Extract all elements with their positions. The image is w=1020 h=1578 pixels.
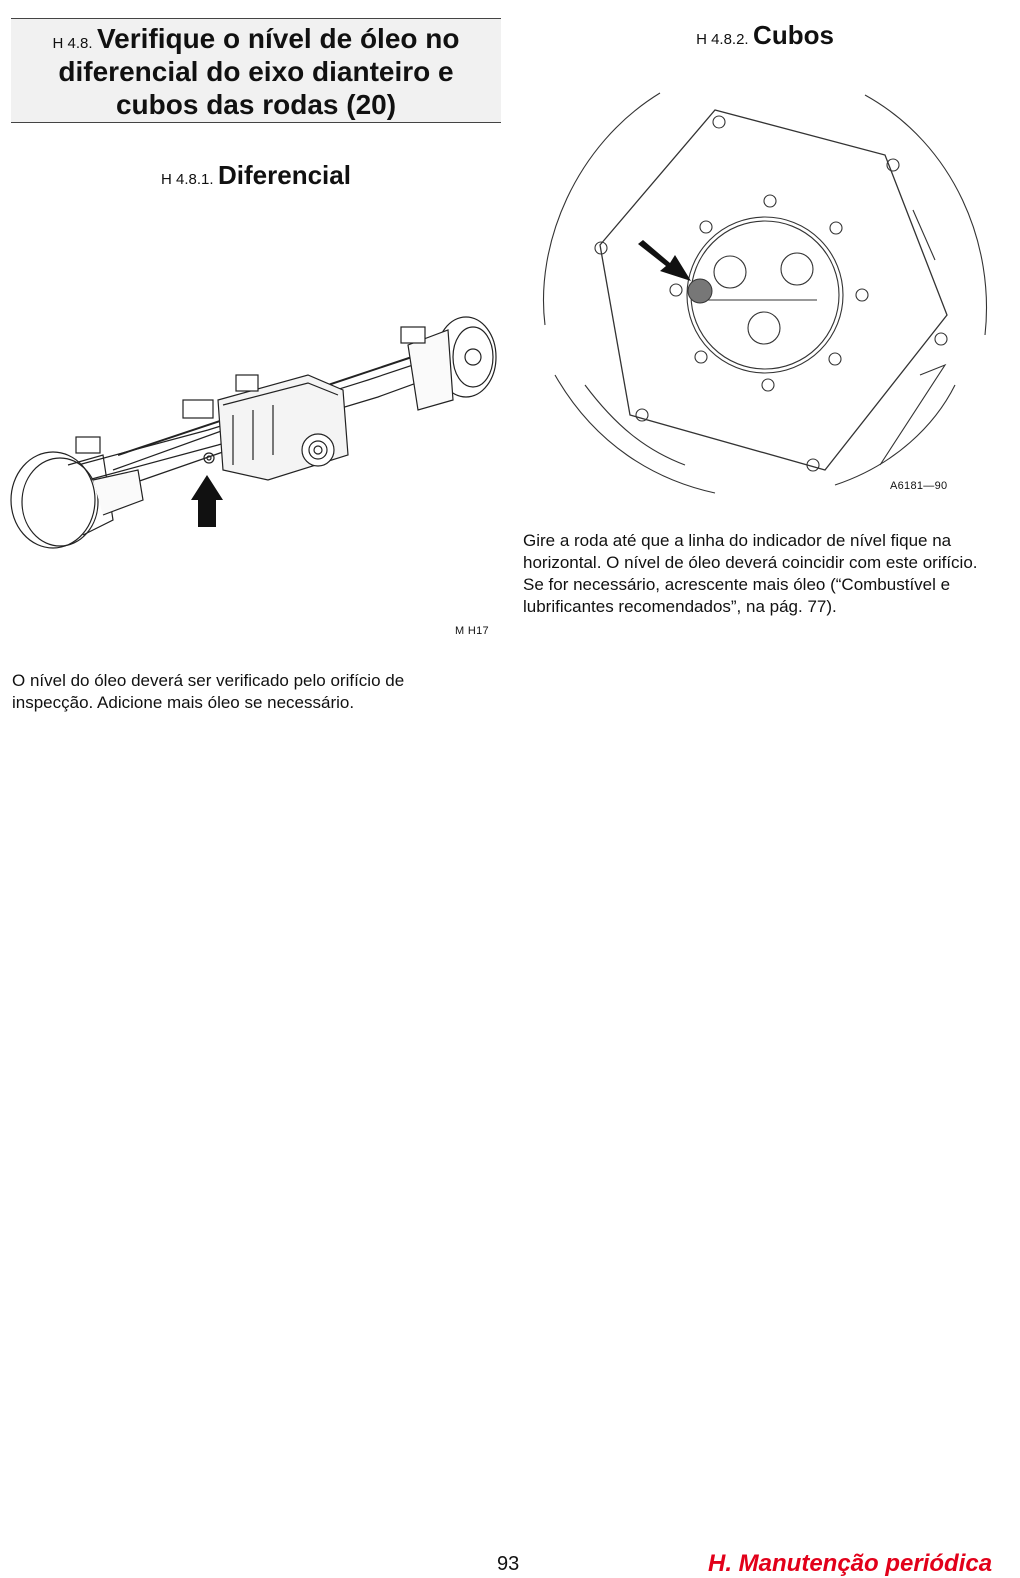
section-title-part1: Verifique o nível de óleo no bbox=[96, 23, 460, 54]
section-title-line1 bbox=[11, 22, 501, 55]
subsection-title: Diferencial bbox=[218, 160, 351, 190]
section-number: H 4.8. bbox=[52, 35, 93, 52]
wheel-hub-illustration bbox=[535, 85, 995, 505]
subsection-hubs-heading bbox=[520, 20, 1010, 51]
inspection-arrow-icon bbox=[191, 475, 223, 527]
section-title-line3: cubos das rodas (20) bbox=[115, 89, 397, 120]
chapter-title: H. Manutenção periódica bbox=[708, 1550, 993, 1577]
differential-body-text: O nível do óleo deverá ser verificado pelo orifício de inspecção. Adicione mais óleo se necessário. bbox=[12, 671, 405, 712]
hubs-body-text: Gire a roda até que a linha do indicador de nível fique na horizontal. O nível de óleo deverá coincidir com este orifício. Se for necessário, acrescente mais óleo (“Combustível e lubrificantes recomendados”, na pág. 77). bbox=[523, 531, 978, 616]
section-title-box bbox=[11, 18, 501, 123]
subsection-differential-heading bbox=[11, 160, 501, 191]
hubs-figure-label: A6181—90 bbox=[890, 480, 948, 492]
subsection-number: H 4.8.2. bbox=[696, 31, 749, 48]
front-axle-illustration bbox=[8, 305, 503, 565]
subsection-title: Cubos bbox=[753, 20, 834, 50]
section-title-line2: diferencial do eixo dianteiro e bbox=[58, 56, 454, 87]
differential-figure-label: M H17 bbox=[455, 625, 489, 637]
subsection-number: H 4.8.1. bbox=[161, 171, 214, 188]
page-number: 93 bbox=[497, 1553, 520, 1575]
oil-level-plug bbox=[688, 279, 712, 303]
